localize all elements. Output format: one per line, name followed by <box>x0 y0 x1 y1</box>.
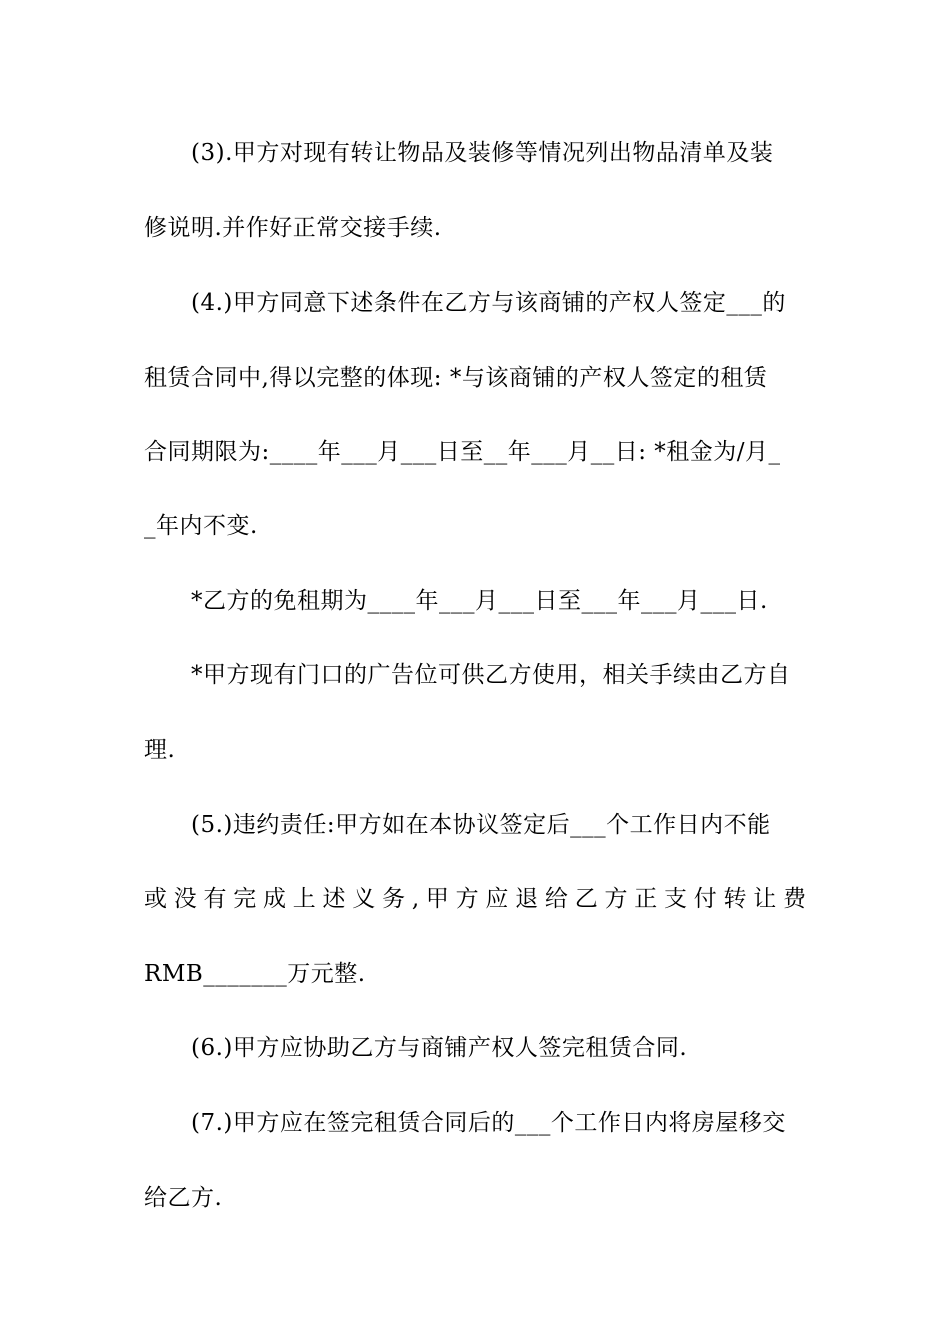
text-line-2: 修说明.并作好正常交接手续. <box>144 215 442 241</box>
text-line-1: (3).甲方对现有转让物品及装修等情况列出物品清单及装 <box>191 140 774 166</box>
text-line-13: (6.)甲方应协助乙方与商铺产权人签完租赁合同. <box>191 1035 688 1061</box>
text-line-12: RMB_______万元整. <box>144 961 366 987</box>
text-line-9: 理. <box>144 737 176 763</box>
text-line-7: *乙方的免租期为____年___月___日至___年___月___日. <box>191 588 768 614</box>
text-line-11: 或没有完成上述义务,甲方应退给乙方正支付转让费 <box>144 886 806 912</box>
text-line-8: *甲方现有门口的广告位可供乙方使用，相关手续由乙方自 <box>191 662 791 688</box>
text-line-10: (5.)违约责任:甲方如在本协议签定后___个工作日内不能 <box>191 812 771 838</box>
text-line-4: 租赁合同中,得以完整的体现: *与该商铺的产权人签定的租赁 <box>144 365 768 391</box>
text-line-14: (7.)甲方应在签完租赁合同后的___个工作日内将房屋移交 <box>191 1110 786 1136</box>
text-line-6: _年内不变. <box>144 513 258 539</box>
text-line-15: 给乙方. <box>144 1185 223 1211</box>
text-line-3: (4.)甲方同意下述条件在乙方与该商铺的产权人签定___的 <box>191 290 786 316</box>
text-line-5: 合同期限为:____年___月___日至__年___月__日: *租金为/月_ <box>144 439 781 465</box>
